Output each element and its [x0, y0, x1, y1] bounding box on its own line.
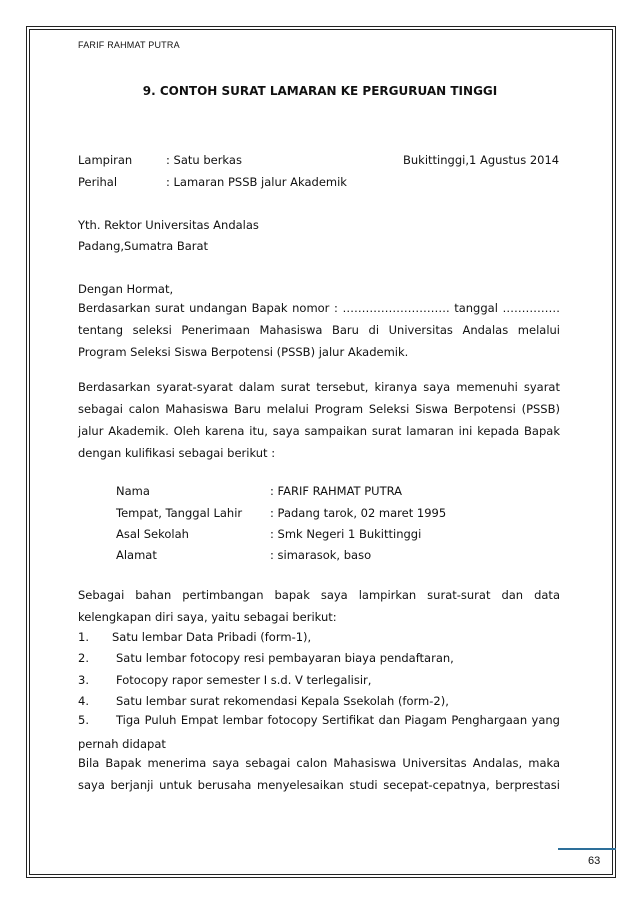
attachment-text: Satu lembar fotocopy resi pembayaran biaya pendaftaran, [116, 651, 454, 665]
perihal-label: Perihal [78, 175, 118, 189]
recipient-line1: Yth. Rektor Universitas Andalas [78, 218, 259, 232]
identity-value: : Padang tarok, 02 maret 1995 [270, 506, 447, 520]
paragraph-4-line: Bila Bapak menerima saya sebagai calon Mahasiswa Universitas Andalas, maka [78, 756, 560, 770]
paragraph-1-line: tentang seleksi Penerimaan Mahasiswa Baru di Universitas Andalas melalui [78, 323, 560, 337]
attachment-text: Tiga Puluh Empat lembar fotocopy Sertifikat dan Piagam Penghargaan yang [116, 713, 560, 727]
lampiran-value: : Satu berkas [166, 153, 242, 167]
paragraph-2-line: jalur Akademik. Oleh karena itu, saya sampaikan surat lamaran ini kepada Bapak [78, 424, 560, 438]
lampiran-label: Lampiran [78, 153, 133, 167]
paragraph-3-line: kelengkapan diri saya, yaitu sebagai berikut: [78, 610, 337, 624]
page-number: 63 [588, 855, 601, 867]
page-number-bar [558, 848, 616, 850]
attachment-number: 3. [78, 673, 89, 687]
paragraph-3 [78, 584, 560, 628]
identity-label: Alamat [116, 548, 157, 562]
attachment-text: Fotocopy rapor semester I s.d. V terlegalisir, [116, 673, 372, 687]
header-author: FARIF RAHMAT PUTRA [78, 40, 180, 50]
attachment-number: 5. [78, 713, 89, 727]
paragraph-1 [78, 297, 560, 363]
identity-label: Asal Sekolah [116, 527, 189, 541]
attachment-5-line [78, 709, 560, 731]
paragraph-1-line: Program Seleksi Siswa Berpotensi (PSSB) jalur Akademik. [78, 345, 409, 359]
identity-value: : Smk Negeri 1 Bukittinggi [270, 527, 422, 541]
paragraph-1-line: Berdasarkan surat undangan Bapak nomor : ………………………. tanggal …………… [78, 301, 560, 315]
identity-value: : FARIF RAHMAT PUTRA [270, 484, 402, 498]
identity-value: : simarasok, baso [270, 548, 372, 562]
attachment-number: 4. [78, 694, 89, 708]
attachment-text: Satu lembar Data Pribadi (form-1), [112, 630, 312, 644]
attachment-5-continuation: pernah didapat [78, 737, 166, 751]
recipient-line2: Padang,Sumatra Barat [78, 239, 209, 253]
greeting: Dengan Hormat, [78, 282, 174, 296]
identity-label: Tempat, Tanggal Lahir [116, 506, 243, 520]
paragraph-3-line: Sebagai bahan pertimbangan bapak saya lampirkan surat-surat dan data [78, 588, 560, 602]
perihal-value: : Lamaran PSSB jalur Akademik [166, 175, 347, 189]
paragraph-4-line: saya berjanji untuk berusaha menyelesaikan studi secepat-cepatnya, berprestasi [78, 778, 560, 792]
identity-label: Nama [116, 484, 150, 498]
attachment-number: 1. [78, 630, 89, 644]
paragraph-2-line: sebagai calon Mahasiswa Baru melalui Program Seleksi Siswa Berpotensi (PSSB) [78, 402, 560, 416]
paragraph-2-line: Berdasarkan syarat-syarat dalam surat tersebut, kiranya saya memenuhi syarat [78, 380, 560, 394]
paragraph-2-line: dengan kulifikasi sebagai berikut : [78, 446, 276, 460]
paragraph-2 [78, 376, 560, 464]
place-date: Bukittinggi,1 Agustus 2014 [403, 153, 560, 167]
document-title: 9. CONTOH SURAT LAMARAN KE PERGURUAN TINGGI [142, 84, 498, 98]
attachment-number: 2. [78, 651, 89, 665]
paragraph-4 [78, 752, 560, 796]
attachment-5 [78, 709, 560, 731]
attachment-text: Satu lembar surat rekomendasi Kepala Ssekolah (form-2), [116, 694, 449, 708]
